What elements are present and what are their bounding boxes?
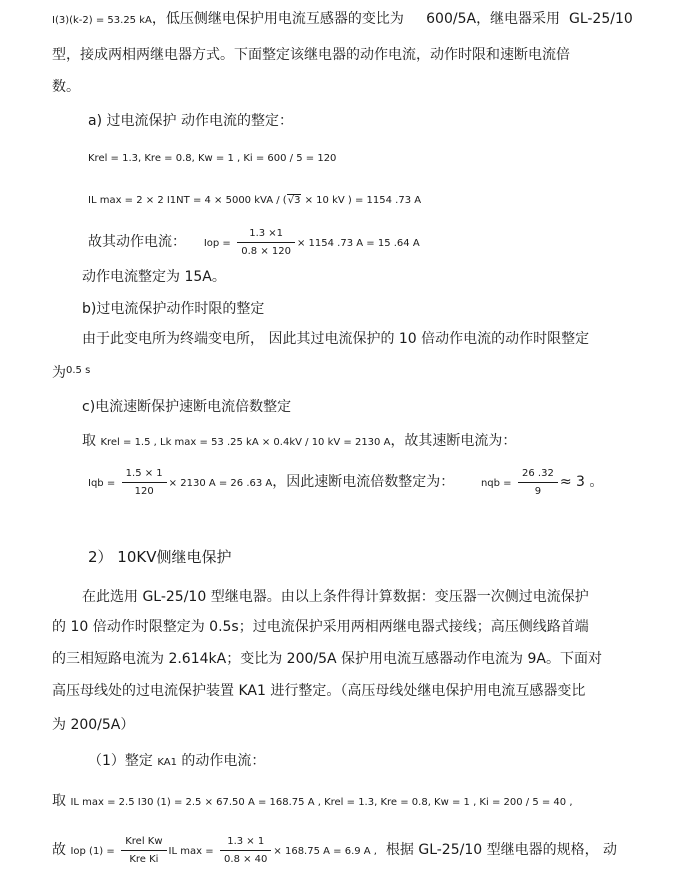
formula-part: IL max = 2 × 2 I1NT = 4 × 5000 kVA / ( [88,195,287,206]
formula: I(3)(k-2) = 53.25 kA [52,15,152,26]
formula-part: Iqb = [88,478,116,489]
text-line-3: 数。 [52,79,80,95]
text-line-2: 型，接成两相两继电器方式。下面整定该继电器的动作电流，动作时限和速断电流倍 [52,47,570,63]
text-line-20: 为 200/5A） [52,717,135,733]
section-heading-a: a) 过电流保护 动作电流的整定： [88,113,293,129]
text: 故 [52,842,66,858]
text-line-14 [88,462,603,504]
fraction [220,835,271,866]
formula-part: Iop = [203,238,231,249]
fraction [237,227,295,258]
formula-part: ≈ 3 。 [559,474,604,490]
numerator: 1.5 × 1 [122,467,167,483]
formula-part: Iop (1) = [70,846,115,857]
denominator: 120 [134,485,154,497]
text-line-13 [82,432,516,452]
formula-part: × 2130 A = 26 .63 A [168,478,273,489]
text-line-19: 高压母线处的过电流保护装置 KA1 进行整定。（高压母线处继电保护用电流互感器变比 [52,683,586,699]
time-value: 0.5 s [66,365,91,376]
text: （1）整定 [88,753,153,769]
text: 取 [52,793,66,809]
text-line-22 [52,792,573,812]
fraction [122,467,167,498]
formula-part: IL max = [168,846,214,857]
denominator: 9 [534,485,542,497]
text: 故其动作电流： [88,234,186,250]
sqrt-value: 3 [294,195,301,206]
formula-line: Krel = 1.3, Kre = 0.8, Kw = 1 , Ki = 600 / 5 = 120 [88,153,337,164]
formula: IL max = 2.5 I30 (1) = 2.5 × 67.50 A = 168.75 A , Krel = 1.3, Kre = 0.8, Kw = 1 , Ki = 200 / 5 = 40 , [70,797,573,808]
denominator: 0.8 × 120 [241,245,291,257]
numerator: 26 .32 [518,467,558,483]
text-line-8: 动作电流整定为 15A。 [82,269,226,285]
denominator: 0.8 × 40 [224,853,268,865]
section-heading-2: 2） 10KV侧继电保护 [88,548,232,566]
text: ，低压侧继电保护用电流互感器的变比为 [151,11,404,27]
relay-model: GL-25/10 [568,11,633,27]
formula-part: × 1154 .73 A = 15 .64 A [296,238,420,249]
formula-part: × 10 kV ) = 1154 .73 A [301,195,422,206]
text-line-17: 的 10 倍动作时限整定为 0.5s；过电流保护采用两相两继电器式接线；高压侧线路首端 [52,619,589,635]
text-line-10: 由于此变电所为终端变电所， 因此其过电流保护的 10 倍动作电流的动作时限整定 [82,331,590,347]
text-line-23 [52,826,617,876]
text: ，继电器采用 [476,11,561,27]
text-line-16: 在此选用 GL-25/10 型继电器。由以上条件得计算数据：变压器一次侧过电流保护 [82,589,589,605]
text-line-11 [52,362,90,382]
relay-label: KA1 [157,757,177,768]
text: ，因此速断电流倍数整定为： [272,474,455,490]
text: 取 [82,433,96,449]
section-heading-b: b)过电流保护动作时限的整定 [82,301,265,317]
formula-part: nqb = [480,478,512,489]
text: ，故其速断电流为： [390,433,517,449]
denominator: Kre Ki [129,853,159,865]
text: 为 [52,365,66,381]
text-line-1 [52,10,633,30]
sqrt-symbol: √3 [287,195,301,206]
numerator: 1.3 ×1 [237,227,295,243]
text-line-7 [88,224,420,262]
ratio: 600/5A [426,11,477,27]
text: 根据 GL-25/10 型继电器的规格， 动 [385,842,618,858]
fraction [518,467,558,498]
formula-part: × 168.75 A = 6.9 A , [273,846,377,857]
numerator: 1.3 × 1 [220,835,271,851]
text-line-18: 的三相短路电流为 2.614kA；变比为 200/5A 保护用电流互感器动作电流为 9A。下面对 [52,651,602,667]
formula-line [88,192,421,210]
formula: Krel = 1.5 , Lk max = 53 .25 kA × 0.4kV / 10 kV = 2130 A [100,437,391,448]
section-heading-c: c)电流速断保护速断电流倍数整定 [82,399,292,415]
numerator: Krel Kw [121,835,166,851]
fraction [121,835,166,866]
text: 的动作电流： [181,753,266,769]
text-line-21 [88,752,265,772]
